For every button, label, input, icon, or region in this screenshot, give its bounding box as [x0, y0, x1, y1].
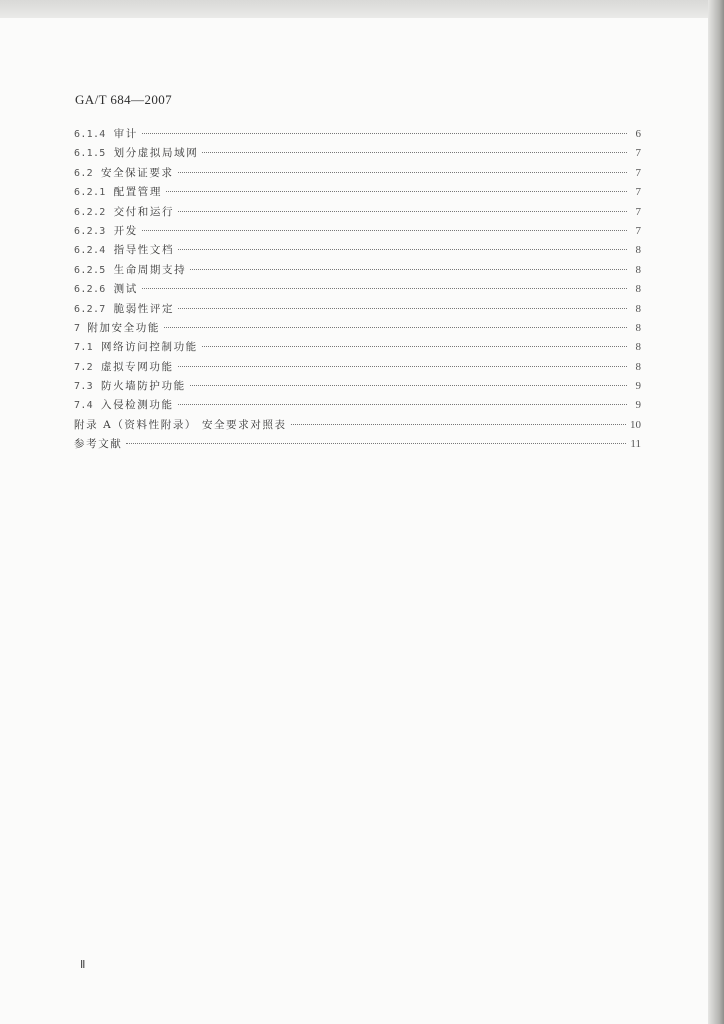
toc-entry-number: 7.1: [74, 342, 93, 354]
toc-entry-number: 6.2.5: [74, 264, 106, 276]
toc-entry: [74, 338, 641, 357]
toc-dot-leader: [202, 151, 627, 153]
toc-entry-page-number: 7: [635, 224, 641, 237]
toc-dot-leader: [178, 403, 627, 405]
toc-entry-title: 防火墙防护功能: [100, 380, 186, 393]
toc-entry-number: 6.2.3: [74, 225, 106, 237]
toc-entry-title: 开发: [113, 224, 138, 237]
toc-entry-title: 审计: [113, 128, 138, 140]
toc-dot-leader: [291, 423, 626, 425]
toc-entry-title: 划分虚拟局域网: [113, 147, 199, 160]
toc-entry-page-number: 8: [635, 360, 641, 373]
toc-entry-title: 网络访问控制功能: [100, 341, 198, 354]
toc-dot-leader: [202, 345, 627, 347]
toc-entry: [74, 377, 641, 396]
toc-entry-number: 7: [74, 322, 81, 334]
toc-dot-leader: [190, 268, 627, 270]
toc-entry-page-number: 7: [635, 166, 641, 179]
toc-entry: [74, 183, 641, 202]
toc-entry-number: 6.1.5: [74, 148, 106, 160]
toc-entry-number: 6.2.7: [74, 303, 106, 315]
toc-dot-leader: [178, 248, 627, 250]
toc-entry-title: 脆弱性评定: [113, 302, 175, 315]
toc-entry-title: 附加安全功能: [87, 321, 160, 334]
toc-entry-title: 虚拟专网功能: [100, 360, 174, 373]
toc-entry: [74, 241, 641, 260]
toc-entry-title: 测试: [113, 283, 138, 296]
toc-entry-page-number: 7: [635, 186, 641, 199]
toc-entry-page-number: 8: [635, 263, 641, 276]
toc-entry-number: 7.3: [74, 381, 93, 393]
toc-entry: [74, 222, 641, 241]
toc-entry-number: 6.2.4: [74, 245, 106, 257]
toc-dot-leader: [142, 132, 627, 134]
toc-entry-number: 6.2.6: [74, 284, 106, 296]
toc-entry: [74, 416, 641, 435]
table-of-contents: [74, 125, 641, 455]
toc-entry: [74, 261, 641, 280]
toc-entry-page-number: 8: [635, 302, 641, 315]
toc-dot-leader: [164, 326, 627, 328]
toc-entry-number: 6.2.1: [74, 187, 106, 199]
toc-entry: [74, 396, 641, 415]
toc-entry-title: 附录 A（资料性附录） 安全要求对照表: [74, 418, 287, 431]
toc-dot-leader: [142, 229, 627, 231]
toc-entry-title: 参考文献: [74, 438, 123, 451]
toc-entry-page-number: 11: [630, 438, 641, 451]
toc-entry-page-number: 8: [635, 341, 641, 354]
toc-entry: [74, 300, 641, 319]
standard-code-header: GA/T 684—2007: [75, 92, 173, 107]
toc-entry-page-number: 8: [635, 283, 641, 296]
toc-entry: [74, 319, 641, 338]
toc-entry-page-number: 7: [635, 147, 641, 160]
toc-dot-leader: [178, 365, 627, 367]
toc-entry: [74, 144, 641, 163]
toc-dot-leader: [178, 307, 627, 309]
toc-entry-title: 安全保证要求: [100, 166, 174, 179]
toc-entry-page-number: 6: [635, 128, 641, 140]
toc-entry-title: 交付和运行: [113, 205, 175, 218]
toc-entry-number: 6.2: [74, 167, 93, 179]
toc-dot-leader: [142, 287, 627, 289]
toc-entry: [74, 280, 641, 299]
toc-entry-number: 7.2: [74, 361, 93, 373]
toc-entry-page-number: 9: [635, 399, 641, 412]
toc-dot-leader: [178, 210, 627, 212]
toc-entry-page-number: 10: [630, 418, 641, 431]
toc-entry: [74, 358, 641, 377]
toc-entry-page-number: 8: [635, 321, 641, 334]
toc-entry-number: 7.4: [74, 400, 93, 412]
toc-dot-leader: [190, 384, 627, 386]
toc-entry: [74, 435, 641, 454]
page-folio: Ⅱ: [80, 959, 86, 971]
toc-dot-leader: [126, 442, 626, 444]
toc-entry-page-number: 9: [635, 380, 641, 393]
toc-entry-number: 6.2.2: [74, 206, 106, 218]
toc-entry: [74, 164, 641, 183]
toc-entry-number: 6.1.4: [74, 129, 106, 140]
toc-entry-page-number: 8: [635, 244, 641, 257]
toc-dot-leader: [178, 171, 627, 173]
toc-entry-page-number: 7: [635, 205, 641, 218]
toc-entry-title: 入侵检测功能: [100, 399, 174, 412]
toc-entry-title: 配置管理: [113, 186, 163, 199]
page-binding-edge: [708, 0, 724, 1024]
toc-dot-leader: [166, 190, 627, 192]
toc-entry-title: 指导性文档: [113, 244, 175, 257]
toc-entry: [74, 125, 641, 144]
toc-entry: [74, 203, 641, 222]
toc-entry-title: 生命周期支持: [113, 263, 187, 276]
